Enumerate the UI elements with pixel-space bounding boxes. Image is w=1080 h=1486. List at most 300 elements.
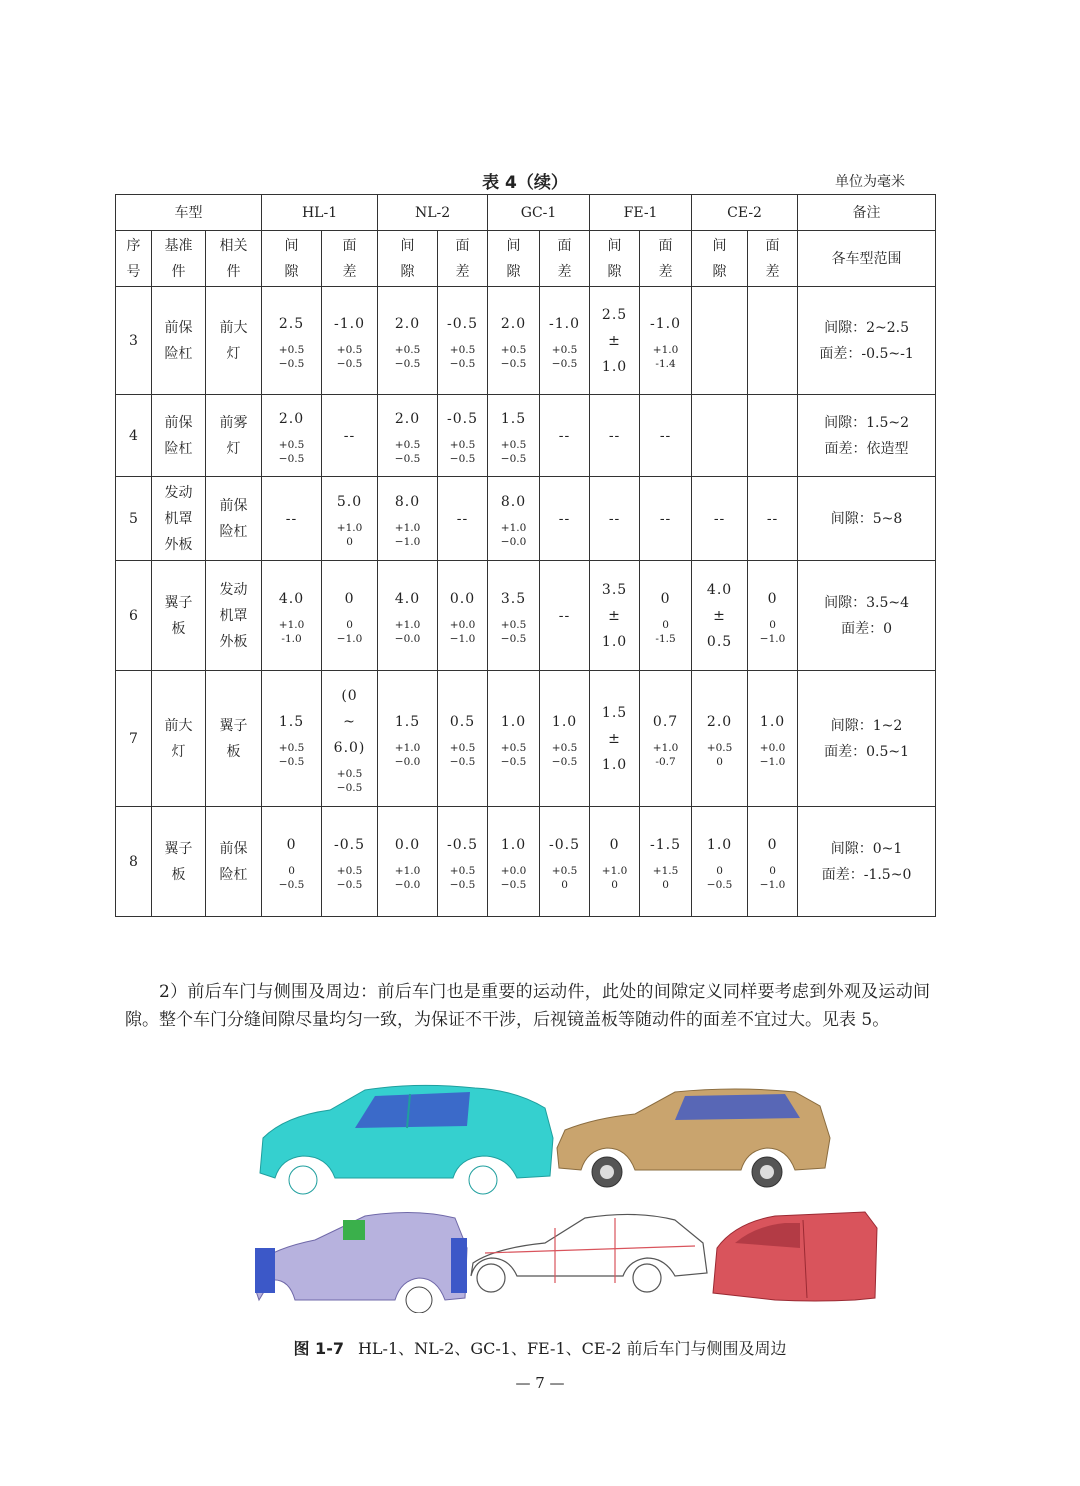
flush-header-text: 差 (455, 263, 470, 280)
cell-value: -1.0 (650, 315, 682, 332)
cell-value: -- (659, 510, 672, 527)
row-number: 4 (116, 395, 152, 477)
cell-value: 0.7 (652, 713, 679, 730)
cell-tolerance: +1.0 (500, 521, 527, 534)
cell-tolerance: +0.5 (551, 343, 578, 356)
base-part (152, 671, 206, 807)
cell-tolerance: −1.0 (449, 632, 476, 645)
cell-value: 1.0 (601, 633, 628, 650)
part-text: 板 (226, 743, 241, 760)
cell-value: -- (766, 510, 779, 527)
gap-header-text: 间 (607, 237, 622, 254)
flush-header (640, 231, 692, 287)
cell-value: 2.0 (394, 410, 421, 427)
cell-value: 3.5 (500, 590, 527, 607)
cell-value: -0.5 (447, 315, 479, 332)
gap-cell (378, 671, 438, 807)
model-label: 车型 (116, 195, 262, 231)
flush-cell (438, 671, 488, 807)
base-part (152, 561, 206, 671)
base-part-header-text: 基准 (164, 237, 193, 254)
flush-cell (748, 807, 798, 917)
cell-tolerance: −0.5 (278, 878, 305, 891)
flush-cell (748, 561, 798, 671)
cell-tolerance: −0.5 (500, 452, 527, 465)
cell-value: -1.5 (650, 836, 682, 853)
row-number: 8 (116, 807, 152, 917)
cell-tolerance: −1.0 (336, 632, 363, 645)
gap-cell (378, 287, 438, 395)
remark-cell (798, 287, 936, 395)
cell-value: ± (608, 730, 621, 747)
related-part (206, 395, 262, 477)
cell-tolerance: +1.0 (394, 521, 421, 534)
part-text: 前保 (164, 319, 193, 336)
cell-value: -- (558, 427, 571, 444)
cell-value: 0 (286, 836, 297, 853)
cell-tolerance: +1.5 (652, 864, 679, 877)
cell-value: 0.0 (394, 836, 421, 853)
car-ce2-image (713, 1212, 877, 1301)
flush-cell (540, 671, 590, 807)
cell-tolerance: +0.5 (336, 864, 363, 877)
cell-tolerance: −0.5 (706, 878, 733, 891)
cell-tolerance: +0.5 (278, 343, 305, 356)
gap-cell (692, 395, 748, 477)
cell-tolerance: +1.0 (601, 864, 628, 877)
flush-cell (322, 477, 378, 561)
cell-value: 1.5 (601, 704, 628, 721)
cell-value: 0.5 (449, 713, 476, 730)
cell-tolerance: 0 (769, 618, 776, 631)
part-text: 翼子 (219, 717, 248, 734)
cell-value: 1.0 (601, 756, 628, 773)
part-text: 灯 (171, 743, 186, 760)
car-gc1-image (255, 1212, 467, 1313)
table-row (116, 671, 936, 807)
cell-tolerance: −0.5 (551, 357, 578, 370)
part-text: 险杠 (219, 523, 248, 540)
part-text: 灯 (226, 345, 241, 362)
cell-tolerance: +1.0 (394, 864, 421, 877)
cell-tolerance: −0.5 (449, 755, 476, 768)
cell-value: 0.5 (706, 633, 733, 650)
cell-value: 1.5 (278, 713, 305, 730)
cell-tolerance: +1.0 (336, 521, 363, 534)
cell-tolerance: −1.0 (394, 535, 421, 548)
cell-tolerance: 0 (561, 878, 568, 891)
cell-tolerance: -1.5 (655, 632, 676, 645)
cell-tolerance: −0.0 (394, 632, 421, 645)
remark-text: 面差：0.5~1 (824, 743, 909, 760)
cell-tolerance: −0.0 (394, 878, 421, 891)
flush-cell (640, 395, 692, 477)
flush-cell (322, 561, 378, 671)
cell-value: 1.0 (601, 358, 628, 375)
cell-tolerance: −0.5 (449, 452, 476, 465)
row-number: 6 (116, 561, 152, 671)
cell-tolerance: −0.5 (336, 357, 363, 370)
flush-cell (640, 807, 692, 917)
gap-cell (692, 671, 748, 807)
cell-tolerance: −0.5 (551, 755, 578, 768)
cell-tolerance: −0.5 (449, 878, 476, 891)
gap-cell (590, 477, 640, 561)
part-text: 发动 (164, 484, 193, 501)
cell-tolerance: +0.5 (278, 438, 305, 451)
cell-value: -0.5 (447, 836, 479, 853)
model-hl1: HL-1 (262, 195, 378, 231)
base-part (152, 395, 206, 477)
gap-header (488, 231, 540, 287)
cell-tolerance: +1.0 (652, 741, 679, 754)
cell-tolerance: +0.0 (500, 864, 527, 877)
cell-tolerance: +0.5 (336, 343, 363, 356)
remark-cell (798, 807, 936, 917)
body-paragraph: 2）前后车门与侧围及周边：前后车门也是重要的运动件，此处的间隙定义同样要考虑到外观及运动间隙。整个车门分缝间隙尽量均匀一致，为保证不干涉，后视镜盖板等随动件的面差不宜过大。见表 5。 (125, 982, 930, 1030)
gap-cell (262, 561, 322, 671)
row-number: 5 (116, 477, 152, 561)
related-part (206, 561, 262, 671)
header-row-models (116, 195, 936, 231)
gap-cell (692, 807, 748, 917)
flush-header-text: 面 (557, 237, 572, 254)
remark-cell (798, 395, 936, 477)
gap-header-text: 隙 (607, 263, 622, 280)
cell-value: -0.5 (549, 836, 581, 853)
car-nl2-image (557, 1089, 830, 1187)
cell-tolerance: -1.4 (655, 357, 676, 370)
cell-tolerance: +0.0 (449, 618, 476, 631)
flush-cell (322, 287, 378, 395)
flush-header-text: 差 (765, 263, 780, 280)
cell-tolerance: 0 (662, 618, 669, 631)
cell-value: 2.0 (500, 315, 527, 332)
cell-tolerance: +0.0 (759, 741, 786, 754)
model-ce2: CE-2 (692, 195, 798, 231)
cell-value: -- (343, 427, 356, 444)
part-text: 前雾 (219, 414, 248, 431)
cell-value: 1.0 (551, 713, 578, 730)
base-part (152, 807, 206, 917)
remark-text: 间隙：3.5~4 (824, 594, 909, 611)
cell-tolerance: +0.5 (551, 864, 578, 877)
cell-value: -- (558, 510, 571, 527)
part-text: 灯 (226, 440, 241, 457)
cell-tolerance: +0.5 (278, 741, 305, 754)
flush-header-text: 面 (658, 237, 673, 254)
gap-cell (488, 807, 540, 917)
part-text: 前保 (219, 497, 248, 514)
part-text: 外板 (164, 536, 193, 553)
page-number: — 7 — (515, 1374, 565, 1392)
cell-value: 1.5 (394, 713, 421, 730)
part-text: 发动 (219, 581, 248, 598)
table-row (116, 807, 936, 917)
cell-tolerance: +0.5 (706, 741, 733, 754)
cell-tolerance: +1.0 (652, 343, 679, 356)
cell-value: 6.0) (333, 739, 366, 756)
part-text: 险杠 (164, 345, 193, 362)
gap-cell (488, 477, 540, 561)
gap-header (692, 231, 748, 287)
cell-value: 5.0 (336, 493, 363, 510)
flush-cell (540, 561, 590, 671)
cell-value: -0.5 (334, 836, 366, 853)
gap-cell (488, 671, 540, 807)
cell-value: -- (659, 427, 672, 444)
cell-value: 4.0 (278, 590, 305, 607)
gap-header-text: 隙 (712, 263, 727, 280)
related-part (206, 477, 262, 561)
remark-text: 面差：-0.5~-1 (819, 345, 914, 362)
related-part (206, 807, 262, 917)
model-fe1: FE-1 (590, 195, 692, 231)
cell-tolerance: −0.5 (449, 357, 476, 370)
cell-value: 2.5 (601, 306, 628, 323)
table-row (116, 477, 936, 561)
flush-cell (640, 287, 692, 395)
cell-tolerance: −0.0 (500, 535, 527, 548)
cell-value: 1.0 (759, 713, 786, 730)
related-part (206, 287, 262, 395)
gap-cell (590, 561, 640, 671)
part-text: 板 (171, 866, 186, 883)
cell-tolerance: +0.5 (449, 741, 476, 754)
range-header: 各车型范围 (798, 231, 936, 287)
gap-header (378, 231, 438, 287)
gap-cell (262, 287, 322, 395)
cell-tolerance: −0.5 (278, 452, 305, 465)
cell-tolerance: +0.5 (500, 438, 527, 451)
flush-header-text: 差 (557, 263, 572, 280)
gap-flush-table (115, 194, 936, 917)
cell-tolerance: −0.0 (394, 755, 421, 768)
part-text: 翼子 (164, 594, 193, 611)
seq-header-text: 号 (126, 263, 141, 280)
cell-value: 1.5 (500, 410, 527, 427)
cell-value: 4.0 (706, 581, 733, 598)
cell-tolerance: +0.5 (500, 741, 527, 754)
flush-cell (640, 671, 692, 807)
cell-value: 2.0 (706, 713, 733, 730)
cell-tolerance: −1.0 (759, 878, 786, 891)
remark-cell (798, 671, 936, 807)
cell-value: 2.5 (278, 315, 305, 332)
gap-cell (488, 395, 540, 477)
cell-value: ~ (343, 713, 356, 730)
table-caption (115, 168, 935, 194)
cell-tolerance: -0.7 (655, 755, 676, 768)
remark-text: 间隙：5~8 (830, 510, 903, 527)
flush-cell (748, 477, 798, 561)
flush-cell (748, 671, 798, 807)
cell-tolerance: 0 (662, 878, 669, 891)
table-title: 表 4（续） (482, 173, 568, 193)
model-nl2: NL-2 (378, 195, 488, 231)
remark-text: 间隙：1~2 (830, 717, 903, 734)
seq-header-text: 序 (126, 237, 141, 254)
part-text: 险杠 (219, 866, 248, 883)
gap-cell (262, 807, 322, 917)
flush-cell (540, 807, 590, 917)
cell-tolerance: +0.5 (449, 864, 476, 877)
cell-tolerance: 0 (611, 878, 618, 891)
part-text: 板 (171, 620, 186, 637)
cell-tolerance: +0.5 (336, 767, 363, 780)
cell-value: -- (608, 510, 621, 527)
cell-value: 1.0 (500, 836, 527, 853)
cell-tolerance: +0.5 (394, 438, 421, 451)
table-row (116, 561, 936, 671)
cell-value: -- (285, 510, 298, 527)
gap-header-text: 间 (506, 237, 521, 254)
related-part-header-text: 件 (226, 263, 241, 280)
cell-tolerance: -1.0 (281, 632, 302, 645)
cell-tolerance: +0.5 (500, 343, 527, 356)
remark-cell (798, 561, 936, 671)
cell-tolerance: 0 (346, 618, 353, 631)
gap-cell (378, 477, 438, 561)
gap-cell (378, 395, 438, 477)
figure-caption-text: HL-1、NL-2、GC-1、FE-1、CE-2 前后车门与侧围及周边 (357, 1339, 787, 1358)
cell-value: 0 (660, 590, 671, 607)
cell-tolerance: +0.5 (394, 343, 421, 356)
gap-cell (692, 561, 748, 671)
gap-cell (590, 807, 640, 917)
base-part-header (152, 231, 206, 287)
car-hl1-image (260, 1085, 553, 1194)
cell-value: 1.0 (706, 836, 733, 853)
gap-cell (378, 561, 438, 671)
cell-tolerance: −0.5 (278, 357, 305, 370)
gap-header-text: 隙 (400, 263, 415, 280)
part-text: 前大 (164, 717, 193, 734)
figure-1-7 (255, 1078, 880, 1313)
cell-tolerance: −0.5 (336, 781, 363, 794)
cell-value: 0 (344, 590, 355, 607)
cell-tolerance: 0 (716, 864, 723, 877)
part-text: 机罩 (164, 510, 193, 527)
cell-tolerance: 0 (716, 755, 723, 768)
remark-text: 间隙：2~2.5 (824, 319, 909, 336)
cell-tolerance: +0.5 (449, 438, 476, 451)
cell-tolerance: −1.0 (759, 755, 786, 768)
flush-header (540, 231, 590, 287)
car-images (255, 1078, 880, 1313)
gap-header (590, 231, 640, 287)
gap-header-text: 间 (400, 237, 415, 254)
cell-value: 0 (767, 590, 778, 607)
gap-header-text: 间 (712, 237, 727, 254)
figure-label: 图 1-7 (293, 1339, 344, 1358)
cell-tolerance: −0.5 (394, 357, 421, 370)
gap-cell (488, 561, 540, 671)
cell-tolerance: −1.0 (759, 632, 786, 645)
flush-cell (540, 287, 590, 395)
flush-cell (438, 287, 488, 395)
flush-cell (322, 807, 378, 917)
gap-cell (590, 287, 640, 395)
flush-cell (640, 477, 692, 561)
row-number: 3 (116, 287, 152, 395)
flush-cell (438, 395, 488, 477)
gap-cell (262, 395, 322, 477)
gap-cell (378, 807, 438, 917)
flush-cell (438, 807, 488, 917)
cell-value: 0 (609, 836, 620, 853)
cell-value: 8.0 (500, 493, 527, 510)
gap-cell (262, 671, 322, 807)
cell-tolerance: −0.5 (278, 755, 305, 768)
cell-value: 1.0 (500, 713, 527, 730)
flush-header-text: 面 (342, 237, 357, 254)
car-fe1-image (471, 1214, 707, 1292)
model-gc1: GC-1 (488, 195, 590, 231)
flush-header-text: 差 (342, 263, 357, 280)
cell-value: 0 (767, 836, 778, 853)
cell-value: 4.0 (394, 590, 421, 607)
flush-header (748, 231, 798, 287)
cell-tolerance: +0.5 (449, 343, 476, 356)
cell-value: -0.5 (447, 410, 479, 427)
gap-header-text: 隙 (284, 263, 299, 280)
figure-caption (0, 1336, 1080, 1359)
table-unit: 单位为毫米 (835, 174, 905, 190)
flush-header-text: 面 (765, 237, 780, 254)
cell-value: -1.0 (334, 315, 366, 332)
table-row (116, 287, 936, 395)
table-row (116, 395, 936, 477)
remark-text: 面差：依造型 (824, 440, 909, 457)
flush-cell (748, 395, 798, 477)
cell-value: -- (713, 510, 726, 527)
base-part (152, 477, 206, 561)
remark-text: 面差：-1.5~0 (821, 866, 912, 883)
part-text: 机罩 (219, 607, 248, 624)
row-number: 7 (116, 671, 152, 807)
remark-text: 间隙：0~1 (830, 840, 903, 857)
gap-cell (590, 671, 640, 807)
cell-value: 2.0 (278, 410, 305, 427)
flush-cell (438, 477, 488, 561)
cell-tolerance: 0 (769, 864, 776, 877)
remark-text: 间隙：1.5~2 (824, 414, 909, 431)
cell-tolerance: +0.5 (551, 741, 578, 754)
part-text: 翼子 (164, 840, 193, 857)
flush-header (438, 231, 488, 287)
cell-value: ± (608, 607, 621, 624)
seq-header (116, 231, 152, 287)
part-text: 前保 (219, 840, 248, 857)
gap-cell (590, 395, 640, 477)
flush-cell (438, 561, 488, 671)
cell-tolerance: +1.0 (394, 618, 421, 631)
cell-tolerance: +1.0 (394, 741, 421, 754)
flush-header-text: 差 (658, 263, 673, 280)
cell-value: -- (608, 427, 621, 444)
cell-tolerance: −0.5 (500, 878, 527, 891)
related-part (206, 671, 262, 807)
gap-header-text: 间 (284, 237, 299, 254)
flush-cell (540, 477, 590, 561)
remark-cell (798, 477, 936, 561)
header-row-sub (116, 231, 936, 287)
part-text: 外板 (219, 633, 248, 650)
cell-value: 2.0 (394, 315, 421, 332)
flush-cell (748, 287, 798, 395)
cell-tolerance: −0.5 (500, 755, 527, 768)
